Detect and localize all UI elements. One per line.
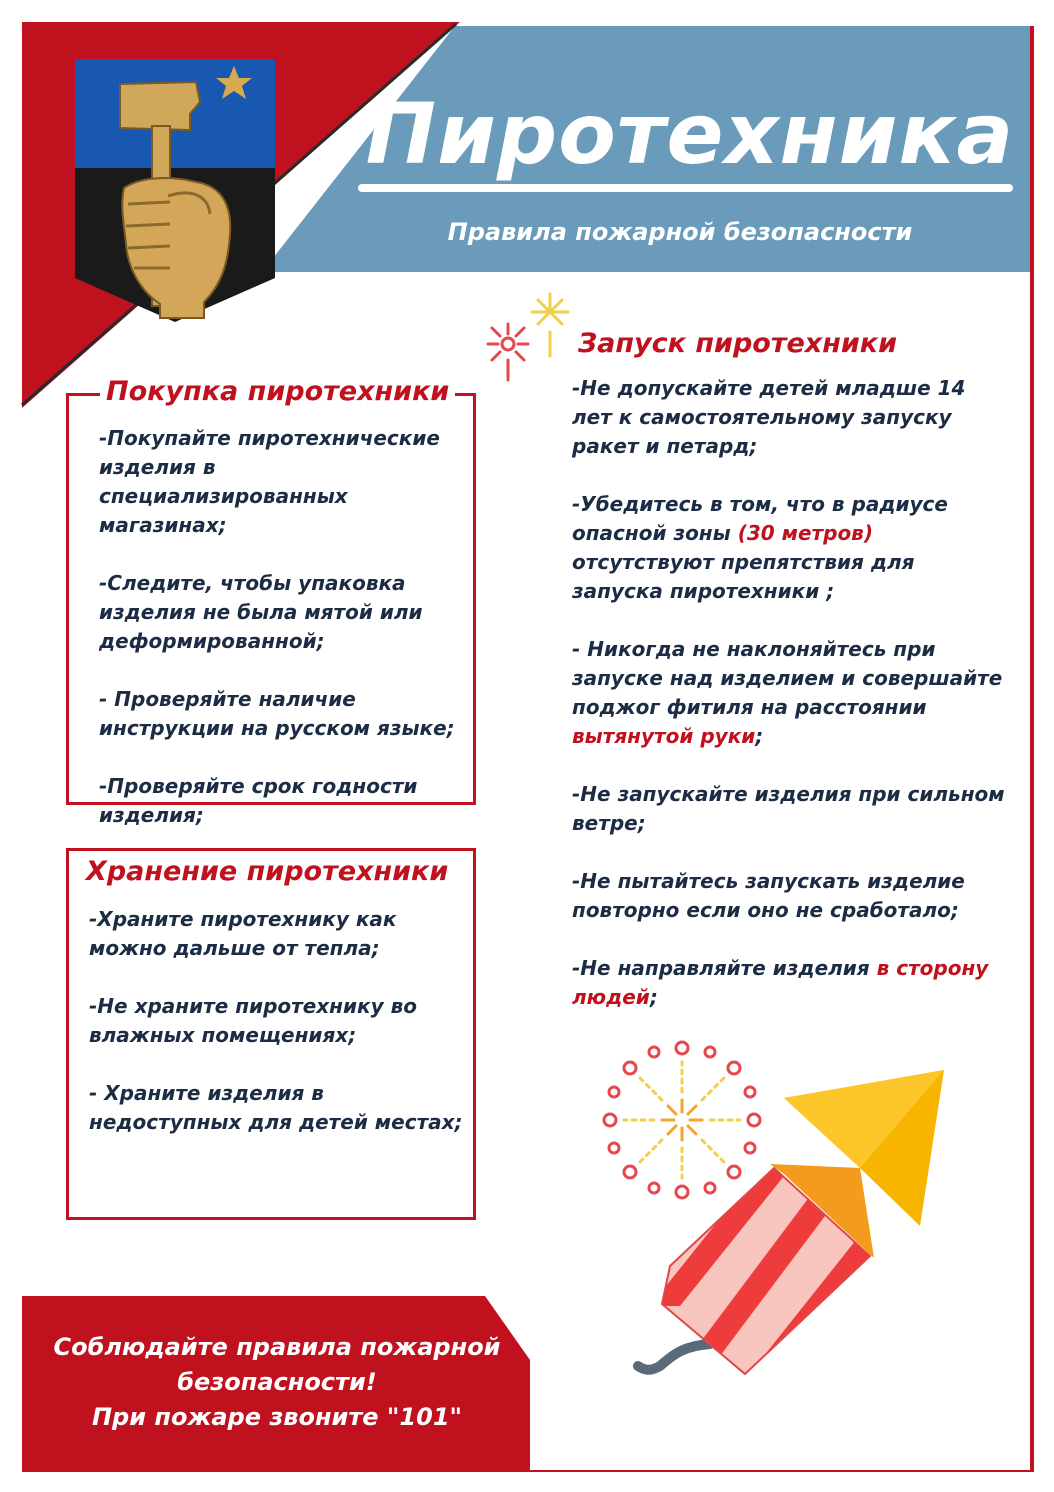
emblem: [72, 56, 278, 326]
storage-item-1: -Храните пиротехнику как можно дальше от тепла;: [89, 907, 397, 960]
arm-length-highlight: вытянутой руки: [572, 724, 756, 748]
poster-title: Пиротехника: [365, 85, 1015, 183]
purchase-item-1: -Покупайте пиротехнические изделия в специализированных магазинах;: [99, 426, 440, 537]
purchase-title: Покупка пиротехники: [100, 376, 455, 407]
purchase-box: [66, 393, 476, 827]
launch-item-3-text: - Никогда не наклоняйтесь при запуске над изделием и совершайте поджог фитиля на расстоянии: [572, 637, 1003, 719]
storage-list: [89, 905, 469, 1137]
storage-box: [66, 848, 476, 1220]
launch-title: Запуск пиротехники: [578, 328, 898, 359]
purchase-item-2: -Следите, чтобы упаковка изделия не была мятой или деформированной;: [99, 571, 423, 653]
purchase-item-3: - Проверяйте наличие инструкции на русском языке;: [99, 687, 455, 740]
launch-item-4: -Не запускайте изделия при сильном ветре;: [572, 782, 1005, 835]
launch-list: [572, 374, 1012, 1012]
small-fireworks-icon: [484, 290, 576, 384]
launch-item-5: -Не пытайтесь запускать изделие повторно если оно не сработало;: [572, 869, 965, 922]
yellow-firework-icon: [532, 294, 568, 356]
purchase-item-4: -Проверяйте срок годности изделия;: [99, 774, 418, 827]
launch-item-1: -Не допускайте детей младше 14 лет к самостоятельному запуску ракет и петард;: [572, 376, 966, 458]
launch-item-3: [572, 635, 1012, 751]
storage-item-3: - Храните изделия в недоступных для детей местах;: [89, 1081, 463, 1134]
launch-item-2-text: -Убедитесь в том, что в радиусе опасной зоны: [572, 492, 948, 545]
footer-line-1: Соблюдайте правила пожарной безопасности!: [53, 1333, 501, 1396]
footer-line-2: При пожаре звоните "101": [91, 1403, 463, 1431]
red-firework-icon: [488, 324, 528, 380]
launch-item-6: [572, 954, 1012, 1012]
footer-message: [22, 1330, 532, 1435]
purchase-list: [99, 424, 469, 830]
launch-item-2-text-end: отсутствуют препятствия для запуска пиротехники ;: [572, 550, 915, 603]
launch-item-6-text-end: ;: [649, 985, 658, 1009]
storage-item-2: -Не храните пиротехнику во влажных помещениях;: [89, 994, 417, 1047]
rocket-icon: [620, 1066, 960, 1386]
title-underline: [358, 184, 1013, 192]
right-border: [1030, 26, 1034, 1470]
launch-item-6-text: -Не направляйте изделия: [572, 956, 877, 980]
storage-title: Хранение пиротехники: [86, 856, 449, 887]
rocket-fuse: [638, 1344, 710, 1370]
launch-item-3-text-end: ;: [755, 724, 764, 748]
launch-item-2: [572, 490, 1012, 606]
people-direction-highlight: в сторону людей: [572, 956, 989, 1009]
danger-zone-highlight: (30 метров): [737, 521, 873, 545]
poster-subtitle: Правила пожарной безопасности: [447, 218, 913, 246]
